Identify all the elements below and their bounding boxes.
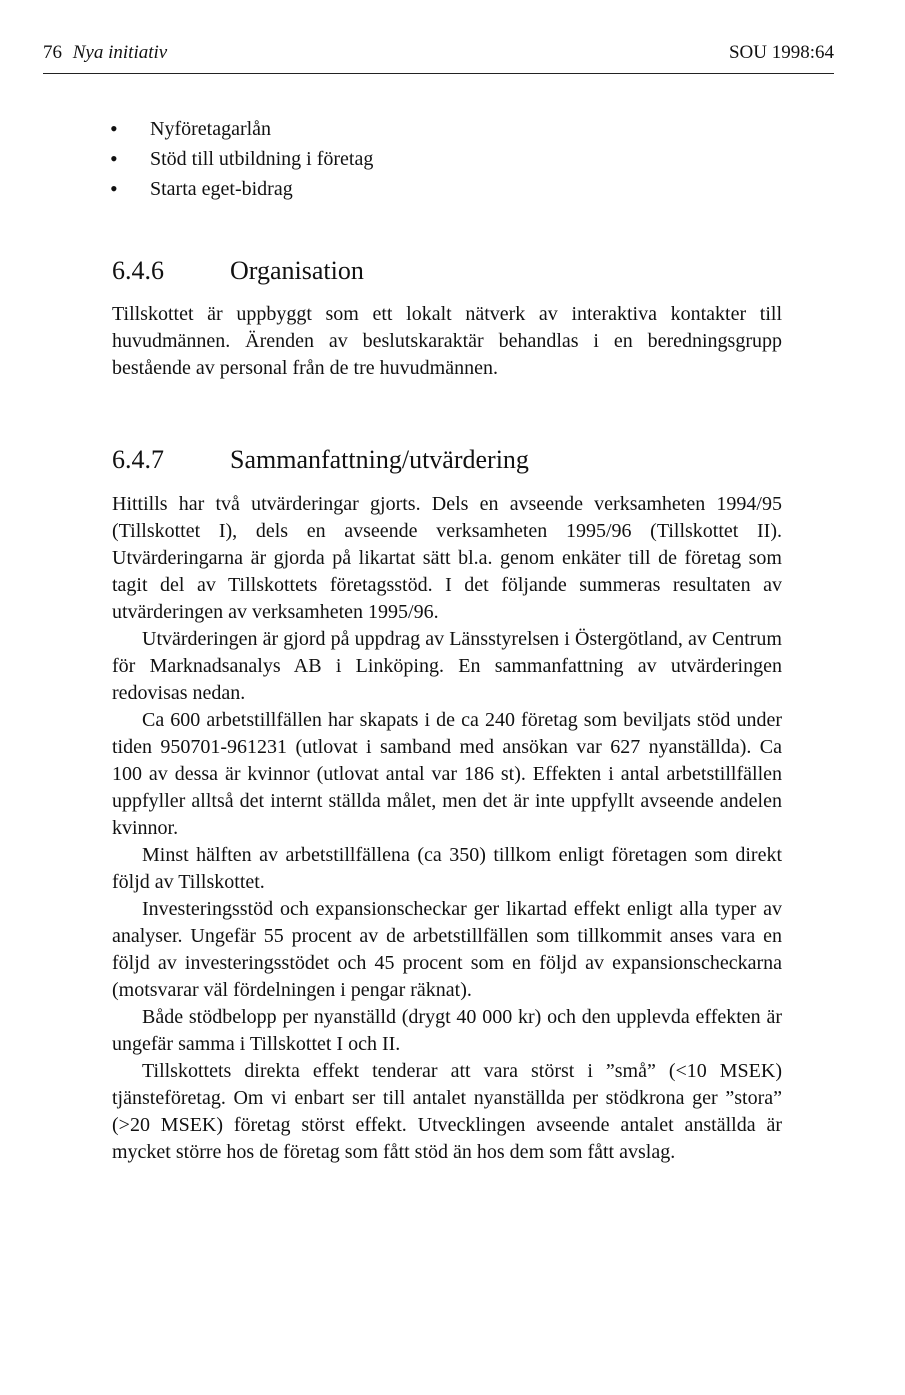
page-number: 76 — [43, 42, 62, 63]
header-rule — [43, 73, 834, 74]
bullet-list — [110, 114, 373, 204]
section-number: 6.4.6 — [112, 256, 164, 285]
section-body-summary — [112, 491, 782, 1166]
list-item: • Starta eget-bidrag — [110, 174, 373, 204]
list-item: • Stöd till utbildning i företag — [110, 144, 373, 174]
section-number: 6.4.7 — [112, 445, 164, 474]
paragraph: Minst hälften av arbetstillfällena (ca 350) tillkom enligt företagen som direkt följd av Tillskottet. — [112, 844, 782, 893]
section-heading-organisation — [112, 255, 364, 287]
section-body-organisation — [112, 301, 782, 382]
paragraph: Ca 600 arbetstillfällen har skapats i de ca 240 företag som beviljats stöd under tiden 950701-961231 (utlovat i samband med ansökan var 627 nyanställda). Ca 100 av dessa är kvinnor (utlovat antal var 186 st). Effekten i antal arbetstillfällen uppfyller alltså det internt ställda målet, men det är inte uppfyllt avseende andelen kvinnor. — [112, 709, 782, 839]
paragraph: Både stödbelopp per nyanställd (drygt 40 000 kr) och den upplevda effekten är ungefär samma i Tillskottet I och II. — [112, 1006, 782, 1055]
section-title: Organisation — [230, 256, 364, 285]
paragraph: Tillskottet är uppbyggt som ett lokalt nätverk av interaktiva kontakter till huvudmännen. Ärenden av beslutskaraktär behandlas i en beredningsgrupp bestående av personal från de tre huvudmännen. — [112, 303, 782, 379]
publication-title: Nya initiativ — [72, 42, 168, 63]
running-header — [43, 36, 834, 64]
paragraph: Investeringsstöd och expansionscheckar ger likartad effekt enligt alla typer av analyser. Ungefär 55 procent av de arbetstillfällen som tillkommit anses vara en följd av investeringsstödet och 45 procent som en följd av expansionscheckarna (motsvarar väl fördelningen i pengar räknat). — [112, 898, 782, 1001]
section-title: Sammanfattning/utvärdering — [230, 445, 529, 474]
paragraph: Utvärderingen är gjord på uppdrag av Länsstyrelsen i Östergötland, av Centrum för Marknadsanalys AB i Linköping. En sammanfattning av utvärderingen redovisas nedan. — [112, 628, 782, 704]
header-left — [43, 42, 167, 64]
paragraph: Hittills har två utvärderingar gjorts. Dels en avseende verksamheten 1994/95 (Tillskottet I), dels en avseende verksamheten 1995/96 (Tillskottet II). Utvärderingarna är gjorda på likartat sätt bl.a. genom enkäter till de företag som tagit del av Tillskottets företagsstöd. I det följande summeras resultaten av utvärderingen av verksamheten 1995/96. — [112, 493, 782, 623]
section-heading-summary — [112, 444, 529, 476]
paragraph: Tillskottets direkta effekt tenderar att vara störst i ”små” (<10 MSEK) tjänsteföretag. Om vi enbart ser till antalet nyanställda per stödkrona ger ”stora” (>20 MSEK) företag störst effekt. Utvecklingen avseende antalet anställda är mycket större hos de företag som fått stöd än hos dem som fått avslag. — [112, 1060, 782, 1163]
list-item: • Nyföretagarlån — [110, 114, 373, 144]
series-number: SOU 1998:64 — [728, 42, 834, 63]
